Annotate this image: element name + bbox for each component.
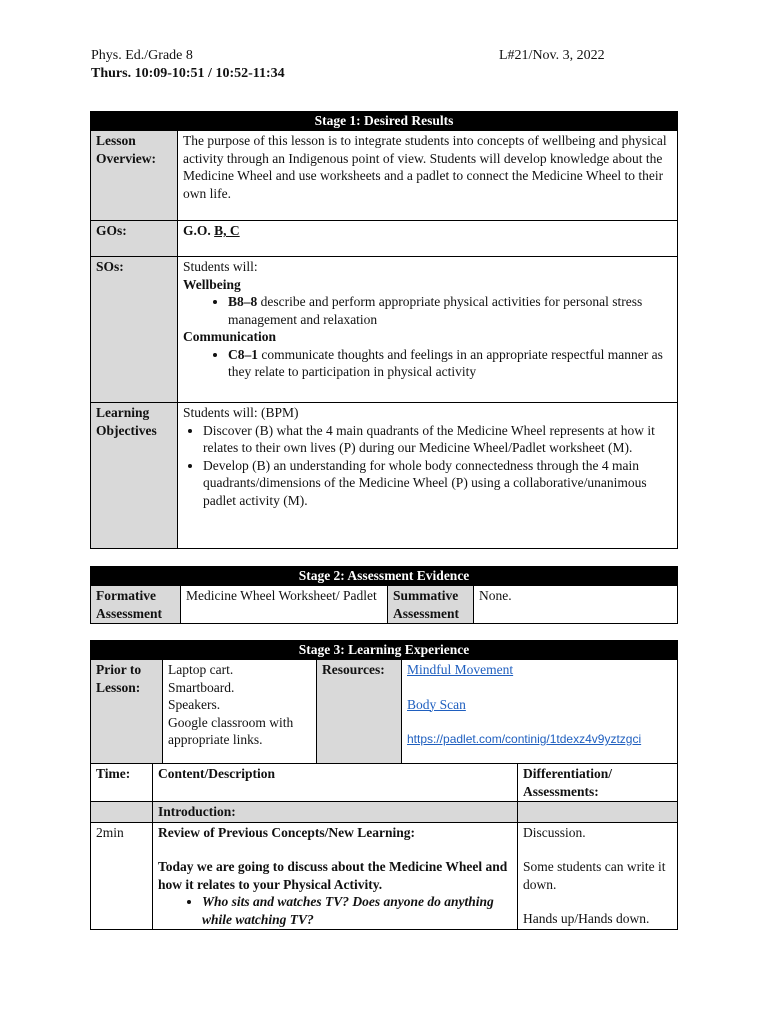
gos-value: B, C (214, 223, 240, 238)
overview-label: Lesson Overview: (91, 131, 178, 221)
sos-heading-wellbeing: Wellbeing (183, 276, 241, 292)
resources-label: Resources: (317, 660, 402, 764)
prior-item: Speakers. (168, 697, 221, 712)
stage1-title: Stage 1: Desired Results (91, 112, 678, 131)
stage2-table (90, 566, 678, 624)
row1-diff-item: Some students can write it down. (523, 859, 666, 892)
resources-cell (402, 660, 678, 764)
sos-text: communicate thoughts and feelings in an appropriate respectful manner as they relate to participation in physical activity (228, 346, 663, 379)
prior-item: Smartboard. (168, 679, 235, 695)
col-content: Content/Description (153, 764, 518, 802)
row1-paragraph: Today we are going to discuss about the Medicine Wheel and how it relates to your Physical Activity. (158, 859, 508, 892)
prior-item: Laptop cart. (168, 662, 234, 677)
lo-item: • Discover (B) what the 4 main quadrants of the Medicine Wheel represents at how it relates to their own lives (P) during our Medicine Wheel/Padlet worksheet (M). (203, 422, 672, 457)
lo-intro: Students will: (BPM) (183, 405, 299, 420)
lo-cell (178, 403, 678, 549)
intro-label: Introduction: (153, 802, 518, 823)
stage3-title: Stage 3: Learning Experience (91, 641, 678, 660)
sos-item (228, 293, 672, 328)
sos-cell (178, 257, 678, 403)
summative-label: Summative Assessment (388, 586, 474, 624)
row1-question: • Who sits and watches TV? Does anyone do anything while watching TV? (202, 893, 512, 928)
class-times: Thurs. 10:09-10:51 / 10:52-11:34 (91, 66, 285, 81)
sos-code: B8–8 (228, 294, 258, 309)
sos-label: SOs: (91, 257, 178, 403)
padlet-link[interactable]: https://padlet.com/continig/1tdexz4v9yztzgci (407, 732, 642, 746)
row1-diff-item: Discussion. (523, 824, 586, 840)
course-label: Phys. Ed./Grade 8 (91, 48, 193, 63)
col-diff: Differentiation/ Assessments: (518, 764, 678, 802)
summative-value: None. (474, 586, 678, 624)
row1-content (153, 822, 518, 930)
sos-heading-communication: Communication (183, 329, 277, 344)
body-scan-link[interactable]: Body Scan (407, 696, 466, 712)
sos-item (228, 346, 672, 381)
overview-text: The purpose of this lesson is to integrate students into concepts of wellbeing and physical activity through an Indigenous point of view. Students will develop knowledge about the Medicine Wheel and use worksheets and a padlet to connect the Medicine Wheel to their own life. (178, 131, 678, 221)
stage3-table (90, 640, 678, 930)
intro-diff-cell (518, 802, 678, 823)
lesson-date: L#21/Nov. 3, 2022 (499, 48, 605, 63)
formative-label: Formative Assessment (91, 586, 181, 624)
sos-intro: Students will: (183, 259, 258, 274)
lo-item: • Develop (B) an understanding for whole body connectedness through the 4 main quadrants/dimensions of the Medicine Wheel (P) using a collaborative/unanimous padlet activity (M). (203, 457, 672, 510)
row1-heading: Review of Previous Concepts/New Learning: (158, 824, 415, 840)
sos-code: C8–1 (228, 346, 258, 362)
lo-label: Learning Objectives (91, 403, 178, 549)
row1-diff (518, 822, 678, 930)
sos-text: describe and perform appropriate physical activities for personal stress management and relaxation (228, 294, 643, 327)
gos-cell (178, 221, 678, 257)
stage1-table (90, 111, 678, 549)
prior-item: Google classroom with appropriate links. (168, 714, 294, 747)
intro-time-cell (91, 802, 153, 823)
stage2-title: Stage 2: Assessment Evidence (91, 567, 678, 586)
prior-cell (163, 660, 317, 764)
gos-label: GOs: (91, 221, 178, 257)
gos-prefix: G.O. (183, 223, 211, 238)
row1-diff-item: Hands up/Hands down. (523, 911, 650, 926)
mindful-movement-link[interactable]: Mindful Movement (407, 662, 514, 677)
prior-label: Prior to Lesson: (91, 660, 163, 764)
col-time: Time: (91, 764, 153, 802)
formative-value: Medicine Wheel Worksheet/ Padlet (181, 586, 388, 624)
row1-time: 2min (91, 822, 153, 930)
